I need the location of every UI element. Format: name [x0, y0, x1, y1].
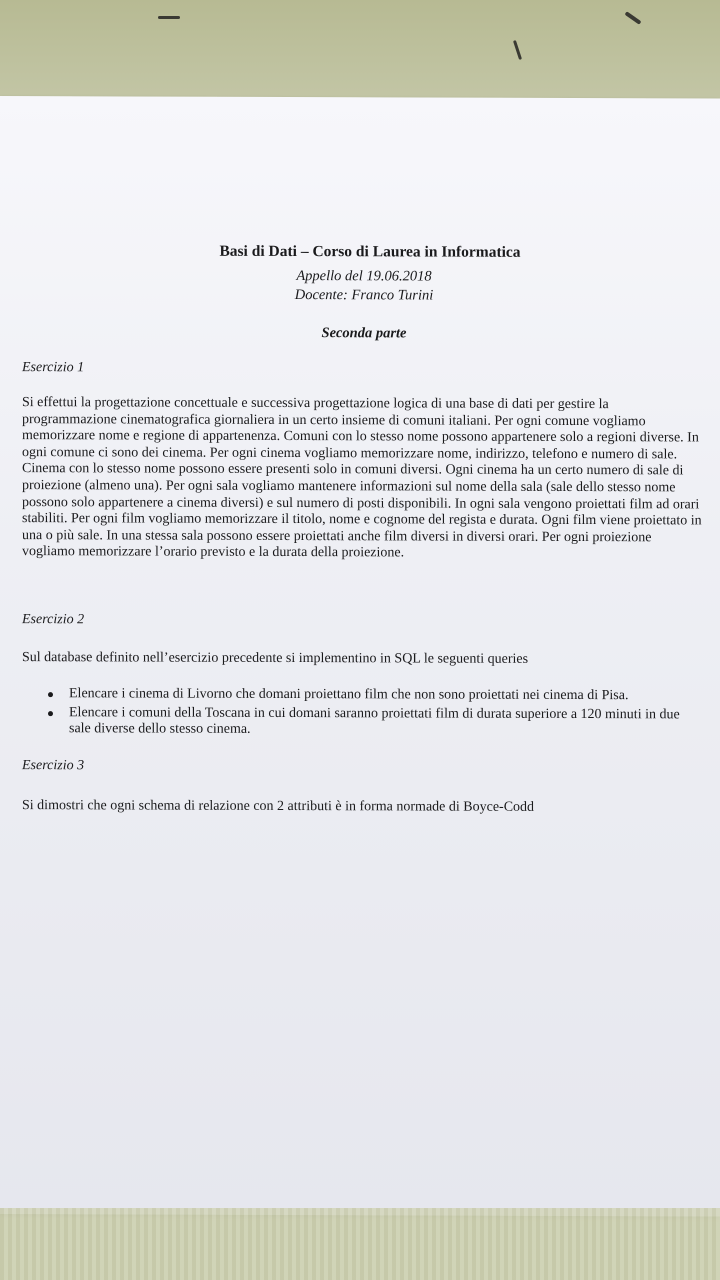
exam-date: Appello del 19.06.2018	[296, 268, 432, 285]
document-title: Basi di Dati – Corso di Laurea in Informatica	[219, 242, 521, 261]
table-mark	[158, 16, 180, 19]
tablecloth-edge	[0, 1208, 720, 1280]
instructor: Docente: Franco Turini	[294, 287, 434, 304]
query-text: Elencare i comuni della Toscana in cui domani saranno proiettati film di durata superiore a 120 minuti in due sale diverse dello stesso cinema.	[69, 704, 680, 738]
list-item	[22, 705, 702, 741]
query-list	[22, 686, 702, 742]
exercise-1-text: Si effettui la progettazione concettuale e successiva progettazione logica di una base di dati per gestire la programmazione cinematografica giornaliera in un certo insieme di comuni italiani. Per ogni comune vogliamo memorizzare nome e regione di appartenenza. Comuni con lo stesso nome possono appartenere solo a regioni diverse. In ogni comune ci sono dei cinema. Per ogni cinema vogliamo memorizzare nome, indirizzo, telefono e numero di sale. Cinema con lo stesso nome possono essere presenti solo in comuni diversi. Ogni cinema ha un certo numero di sale di proiezione (almeno una). Per ogni sala vogliamo mantenere informazioni sul nome della sala (sale dello stesso nome possono solo appartenere a cinema diversi) e sul numero di posti disponibili. In ogni sala vengono proiettati film ad orari stabiliti. Per ogni film vogliamo memorizzare il titolo, nome e cognome del regista e durata. Ogni film viene proiettato in una o più sale. In una stessa sala possono essere proiettati anche film diversi in diversi orari. Per ogni proiezione vogliamo memorizzare l’orario previsto e la durata della proiezione.	[22, 395, 702, 561]
list-item	[22, 686, 702, 705]
query-text: Elencare i cinema di Livorno che domani proiettano film che non sono proiettati nei cinema di Pisa.	[69, 686, 629, 704]
part-heading: Seconda parte	[321, 325, 407, 342]
exercise-1-label: Esercizio 1	[22, 360, 85, 376]
exercise-3-label: Esercizio 3	[22, 758, 85, 774]
bullet-icon	[48, 692, 53, 697]
bullet-icon	[48, 711, 53, 716]
exam-sheet	[0, 96, 720, 1217]
exercise-2-text: Sul database definito nell’esercizio precedente si implementino in SQL le seguenti queries	[22, 650, 529, 667]
exercise-3-text: Si dimostri che ogni schema di relazione con 2 attributi è in forma normade di Boyce-Codd	[22, 798, 535, 815]
exercise-2-label: Esercizio 2	[22, 612, 85, 628]
